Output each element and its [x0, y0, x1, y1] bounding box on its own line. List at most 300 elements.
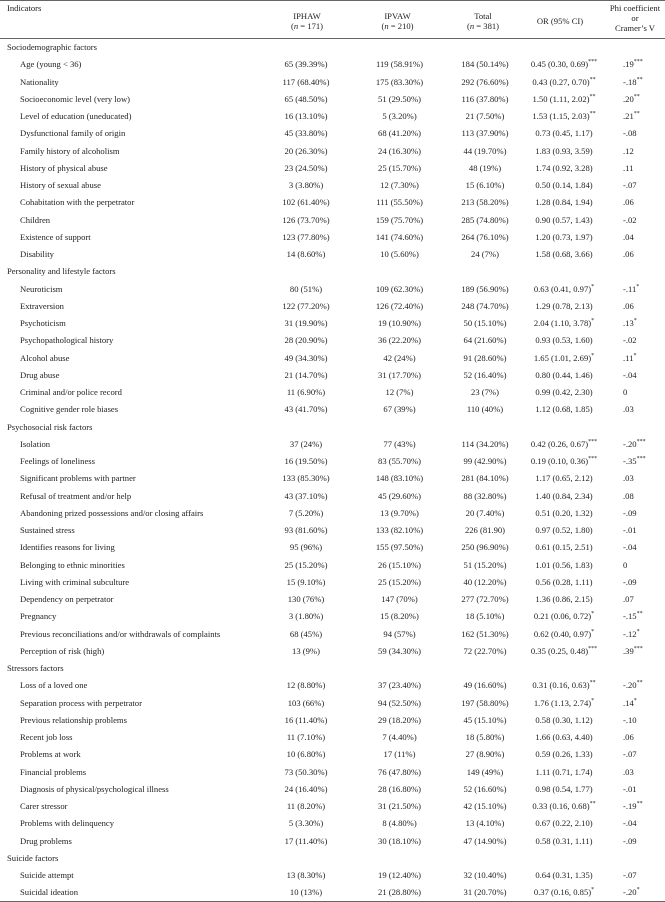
iphaw-cell-value: 10 (6.80%): [286, 749, 326, 760]
header-iphaw-n: (n = 171): [290, 21, 324, 31]
indicator-label: [0, 867, 242, 884]
table-row: [0, 142, 665, 159]
ipvaw-cell-value: 76 (47.80%): [378, 766, 421, 777]
or-cell-value: 0.31 (0.16, 0.63): [532, 680, 590, 691]
ipvaw-cell-value: 51 (29.50%): [378, 93, 421, 104]
total-cell-value: 48 (19%): [468, 162, 502, 173]
ipvaw-cell-value: 126 (72.40%): [375, 300, 424, 311]
or-cell: [515, 56, 605, 73]
table-row: [0, 556, 665, 573]
or-cell: [515, 142, 605, 159]
total-cell: [429, 366, 515, 383]
or-cell: [515, 504, 605, 521]
ipvaw-cell-value: 25 (15.20%): [378, 576, 421, 587]
iphaw-cell: [242, 504, 344, 521]
total-cell-value: 40 (12.20%): [463, 576, 507, 587]
phi-cell-value: .19: [623, 59, 634, 70]
indicator-label: [0, 401, 242, 418]
ipvaw-cell-value: 111 (55.50%): [376, 197, 423, 208]
indicator-label: [0, 642, 242, 659]
or-cell-value: 0.37 (0.16, 0.85): [533, 887, 592, 898]
indicator-label-value: Disability: [20, 249, 54, 260]
total-cell: [429, 815, 515, 832]
iphaw-cell-value: 3 (3.80%): [288, 180, 324, 191]
ipvaw-cell-value: 59 (34.30%): [378, 645, 421, 656]
indicator-label-value: Refusal of treatment and/or help: [20, 490, 132, 501]
total-cell-value: 51 (15.20%): [463, 559, 507, 570]
iphaw-cell-value: 45 (33.80%): [284, 128, 328, 139]
or-cell-value: 0.33 (0.16, 0.68): [532, 801, 590, 812]
or-cell-value: 0.21 (0.06, 0.72): [533, 611, 592, 622]
or-cell-value: 1.66 (0.63, 4.40): [535, 732, 593, 743]
or-cell: [515, 159, 605, 176]
table-row: [0, 73, 665, 90]
significance-marker: ***: [636, 456, 646, 463]
phi-cell: [605, 297, 665, 314]
or-cell-value: 1.58 (0.68, 3.66): [535, 249, 593, 260]
ipvaw-cell-value: 83 (55.70%): [378, 456, 421, 467]
section-title: Psychosocial risk factors: [7, 421, 93, 432]
iphaw-cell-value: 25 (15.20%): [284, 559, 328, 570]
or-cell: [515, 125, 605, 142]
iphaw-cell-value: 13 (9%): [292, 645, 320, 656]
total-cell: [429, 177, 515, 194]
or-cell: [515, 487, 605, 504]
total-cell-value: 88 (32.80%): [463, 490, 507, 501]
ipvaw-cell-value: 77 (43%): [383, 438, 416, 449]
total-cell: [429, 608, 515, 625]
iphaw-cell-value: 65 (48.50%): [284, 93, 328, 104]
phi-cell-value: .06: [623, 300, 634, 311]
total-cell-value: 99 (42.90%): [463, 456, 507, 467]
phi-cell: [605, 591, 665, 608]
indicator-label: [0, 711, 242, 728]
iphaw-cell: [242, 401, 344, 418]
iphaw-cell-value: 65 (39.39%): [284, 59, 328, 70]
indicator-label-value: Suicide attempt: [20, 870, 74, 881]
or-cell: [515, 573, 605, 590]
significance-marker: *: [633, 352, 637, 359]
indicator-label-value: Perception of risk (high): [20, 645, 105, 656]
total-cell: [429, 56, 515, 73]
total-cell-value: 281 (84.10%): [461, 473, 509, 484]
ipvaw-cell: [344, 142, 429, 159]
phi-cell: [605, 608, 665, 625]
indicator-label: [0, 90, 242, 107]
header-iphaw: [242, 1, 344, 39]
or-cell: [515, 625, 605, 642]
indicator-label: [0, 625, 242, 642]
iphaw-cell-value: 16 (13.10%): [284, 111, 328, 122]
section-header-row: [0, 263, 665, 280]
phi-cell: [605, 711, 665, 728]
indicator-label: [0, 556, 242, 573]
indicator-label-value: Feelings of loneliness: [20, 456, 95, 467]
header-iphaw-label: IPHAW: [293, 11, 321, 21]
or-cell-value: 0.19 (0.10, 0.36): [530, 456, 589, 467]
indicator-label: [0, 384, 242, 401]
iphaw-cell: [242, 867, 344, 884]
phi-cell-value: -.04: [623, 818, 637, 829]
table-row: [0, 504, 665, 521]
total-cell: [429, 763, 515, 780]
ipvaw-cell-value: 94 (57%): [383, 628, 416, 639]
or-cell-value: 1.36 (0.86, 2.15): [535, 594, 593, 605]
total-cell-value: 50 (15.10%): [463, 318, 507, 329]
total-cell-value: 45 (15.10%): [463, 714, 507, 725]
significance-marker: *: [591, 887, 595, 894]
ipvaw-cell: [344, 435, 429, 452]
total-cell-value: 52 (16.60%): [463, 783, 507, 794]
indicator-label: [0, 246, 242, 263]
iphaw-cell-value: 93 (81.60%): [284, 525, 328, 536]
significance-marker: *: [591, 352, 595, 359]
indicator-label: [0, 366, 242, 383]
total-cell: [429, 246, 515, 263]
or-cell-value: 1.01 (0.56, 1.83): [535, 559, 593, 570]
phi-cell-value: .03: [623, 404, 634, 415]
total-cell-value: 64 (21.60%): [463, 335, 507, 346]
ipvaw-cell: [344, 211, 429, 228]
indicator-label: [0, 315, 242, 332]
table-row: [0, 211, 665, 228]
section-header-row: [0, 418, 665, 435]
significance-marker: *: [636, 887, 640, 894]
or-cell: [515, 522, 605, 539]
ipvaw-cell: [344, 711, 429, 728]
phi-cell-value: .06: [623, 197, 634, 208]
or-cell-value: 0.64 (0.31, 1.35): [535, 870, 593, 881]
indicator-label: [0, 73, 242, 90]
or-cell: [515, 435, 605, 452]
significance-marker: **: [633, 94, 640, 101]
or-cell-value: 0.98 (0.54, 1.77): [535, 783, 593, 794]
phi-cell-value: .21: [623, 111, 634, 122]
ipvaw-cell-value: 133 (82.10%): [375, 525, 424, 536]
table-row: [0, 177, 665, 194]
phi-cell: [605, 746, 665, 763]
iphaw-cell-value: 23 (24.50%): [284, 162, 328, 173]
table-row: [0, 642, 665, 659]
phi-cell: [605, 729, 665, 746]
iphaw-cell-value: 15 (9.10%): [286, 576, 326, 587]
table-row: [0, 729, 665, 746]
indicator-label-value: Dysfunctional family of origin: [20, 128, 126, 139]
iphaw-cell-value: 20 (26.30%): [284, 145, 328, 156]
phi-cell: [605, 56, 665, 73]
ipvaw-cell-value: 19 (12.40%): [378, 870, 421, 881]
total-cell: [429, 194, 515, 211]
phi-cell: [605, 884, 665, 901]
total-cell-value: 42 (15.10%): [463, 801, 507, 812]
iphaw-cell-value: 103 (66%): [287, 697, 325, 708]
significance-marker: *: [591, 318, 595, 325]
total-cell-value: 162 (51.30%): [461, 628, 509, 639]
ipvaw-cell-value: 37 (23.40%): [378, 680, 421, 691]
total-cell: [429, 573, 515, 590]
total-cell: [429, 884, 515, 901]
iphaw-cell: [242, 90, 344, 107]
total-cell-value: 18 (5.80%): [465, 732, 505, 743]
ipvaw-cell: [344, 763, 429, 780]
header-or-label: OR (95% CI): [536, 16, 584, 26]
indicator-label: [0, 108, 242, 125]
indicator-label-value: Drug abuse: [20, 369, 60, 380]
iphaw-cell: [242, 798, 344, 815]
phi-cell-value: .20: [623, 93, 634, 104]
table-row: [0, 280, 665, 297]
table-row: [0, 384, 665, 401]
significance-marker: **: [589, 801, 596, 808]
or-cell: [515, 332, 605, 349]
phi-cell-value: -.01: [623, 783, 637, 794]
or-cell-value: 1.40 (0.84, 2.34): [535, 490, 593, 501]
indicator-label: [0, 729, 242, 746]
or-cell-value: 0.62 (0.40, 0.97): [533, 628, 592, 639]
total-cell-value: 72 (22.70%): [463, 645, 507, 656]
phi-cell-value: 0: [623, 559, 628, 570]
table-row: [0, 332, 665, 349]
total-cell: [429, 642, 515, 659]
phi-cell: [605, 177, 665, 194]
total-cell-value: 213 (58.20%): [461, 197, 509, 208]
ipvaw-cell-value: 13 (9.70%): [380, 507, 419, 518]
total-cell: [429, 832, 515, 849]
or-cell-value: 1.29 (0.78, 2.13): [535, 300, 593, 311]
iphaw-cell-value: 117 (68.40%): [282, 76, 330, 87]
indicator-label-value: Existence of support: [20, 231, 91, 242]
total-cell: [429, 780, 515, 797]
total-cell-value: 114 (34.20%): [461, 438, 509, 449]
iphaw-cell-value: 95 (96%): [289, 542, 323, 553]
phi-cell: [605, 780, 665, 797]
iphaw-cell: [242, 832, 344, 849]
phi-cell: [605, 108, 665, 125]
section-header-row: [0, 39, 665, 56]
header-or: [515, 1, 605, 39]
phi-cell: [605, 763, 665, 780]
phi-cell-value: .39: [623, 645, 634, 656]
total-cell-value: 44 (19.70%): [463, 145, 507, 156]
phi-cell-value: .11: [623, 352, 634, 363]
iphaw-cell: [242, 108, 344, 125]
ipvaw-cell: [344, 366, 429, 383]
table-row: [0, 677, 665, 694]
iphaw-cell: [242, 487, 344, 504]
indicator-label-value: Neuroticism: [20, 283, 63, 294]
total-cell: [429, 798, 515, 815]
or-cell: [515, 366, 605, 383]
phi-cell-value: -.10: [623, 714, 637, 725]
total-cell: [429, 125, 515, 142]
indicator-label-value: Recent job loss: [20, 732, 73, 743]
ipvaw-cell-value: 15 (8.20%): [380, 611, 419, 622]
or-cell-value: 1.83 (0.93, 3.59): [535, 145, 593, 156]
ipvaw-cell-value: 155 (97.50%): [375, 542, 424, 553]
total-cell-value: 15 (6.10%): [465, 180, 505, 191]
ipvaw-cell-value: 19 (10.90%): [378, 318, 421, 329]
section-title: Sociodemographic factors: [7, 42, 97, 53]
iphaw-cell: [242, 711, 344, 728]
ipvaw-cell-value: 17 (11%): [383, 749, 416, 760]
total-cell: [429, 384, 515, 401]
iphaw-cell: [242, 729, 344, 746]
indicator-label-value: Loss of a loved one: [20, 680, 88, 691]
phi-cell-value: -.02: [623, 214, 637, 225]
iphaw-cell: [242, 435, 344, 452]
total-cell-value: 23 (7%): [471, 387, 499, 398]
iphaw-cell: [242, 177, 344, 194]
ipvaw-cell-value: 67 (39%): [383, 404, 416, 415]
iphaw-cell: [242, 297, 344, 314]
ipvaw-cell: [344, 522, 429, 539]
table-row: [0, 573, 665, 590]
ipvaw-cell-value: 5 (3.20%): [382, 111, 417, 122]
or-cell: [515, 642, 605, 659]
header-row: [0, 1, 665, 39]
table-row: [0, 297, 665, 314]
total-cell: [429, 625, 515, 642]
phi-cell-value: 0: [623, 387, 628, 398]
or-cell-value: 1.28 (0.84, 1.94): [535, 197, 593, 208]
indicator-label: [0, 763, 242, 780]
table-row: [0, 591, 665, 608]
total-cell: [429, 453, 515, 470]
total-cell-value: 250 (96.90%): [461, 542, 509, 553]
indicator-label-value: Psychoticism: [20, 318, 66, 329]
or-cell-value: 1.20 (0.73, 1.97): [535, 231, 593, 242]
total-cell: [429, 539, 515, 556]
or-cell: [515, 763, 605, 780]
total-cell: [429, 470, 515, 487]
total-cell: [429, 694, 515, 711]
table-row: [0, 522, 665, 539]
indicator-label: [0, 487, 242, 504]
or-cell-value: 1.11 (0.71, 1.74): [535, 766, 593, 777]
phi-cell: [605, 435, 665, 452]
iphaw-cell: [242, 539, 344, 556]
header-total-n: (n = 381): [466, 21, 500, 31]
ipvaw-cell-value: 28 (16.80%): [378, 783, 421, 794]
table-row: [0, 108, 665, 125]
section-header-row: [0, 849, 665, 866]
total-cell-value: 189 (56.90%): [461, 283, 509, 294]
iphaw-cell-value: 7 (5.20%): [288, 507, 324, 518]
total-cell: [429, 90, 515, 107]
section-title: Stressors factors: [7, 663, 64, 674]
total-cell-value: 18 (5.10%): [465, 611, 505, 622]
phi-cell: [605, 867, 665, 884]
iphaw-cell-value: 43 (41.70%): [284, 404, 328, 415]
or-cell-value: 0.90 (0.57, 1.43): [535, 214, 593, 225]
iphaw-cell: [242, 246, 344, 263]
phi-cell: [605, 539, 665, 556]
significance-marker: ***: [588, 646, 598, 653]
total-cell-value: 113 (37.90%): [461, 128, 509, 139]
iphaw-cell-value: 24 (16.40%): [284, 783, 328, 794]
iphaw-cell: [242, 815, 344, 832]
or-cell: [515, 90, 605, 107]
iphaw-cell-value: 12 (8.80%): [286, 680, 326, 691]
or-cell: [515, 297, 605, 314]
iphaw-cell-value: 10 (13%): [289, 887, 323, 898]
phi-cell-value: .06: [623, 249, 634, 260]
ipvaw-cell: [344, 90, 429, 107]
iphaw-cell: [242, 228, 344, 245]
total-cell-value: 226 (81.90): [464, 525, 506, 536]
indicator-label: [0, 815, 242, 832]
phi-cell: [605, 246, 665, 263]
ipvaw-cell-value: 45 (29.60%): [378, 490, 421, 501]
ipvaw-cell: [344, 349, 429, 366]
or-cell-value: 1.53 (1.15, 2.03): [532, 111, 590, 122]
iphaw-cell: [242, 780, 344, 797]
phi-cell-value: .04: [623, 231, 634, 242]
total-cell-value: 264 (76.10%): [461, 231, 509, 242]
phi-cell: [605, 73, 665, 90]
or-cell: [515, 349, 605, 366]
significance-marker: **: [589, 111, 596, 118]
total-cell-value: 32 (10.40%): [463, 870, 507, 881]
iphaw-cell: [242, 73, 344, 90]
iphaw-cell: [242, 159, 344, 176]
indicator-label-value: Identifies reasons for living: [20, 542, 115, 553]
iphaw-cell-value: 49 (34.30%): [284, 352, 328, 363]
or-cell-value: 0.80 (0.44, 1.46): [535, 369, 593, 380]
significance-marker: *: [591, 283, 595, 290]
ipvaw-cell: [344, 56, 429, 73]
ipvaw-cell: [344, 832, 429, 849]
indicator-label: [0, 142, 242, 159]
table-row: [0, 349, 665, 366]
iphaw-cell-value: 43 (37.10%): [284, 490, 328, 501]
iphaw-cell: [242, 573, 344, 590]
or-cell-value: 0.59 (0.26, 1.33): [535, 749, 593, 760]
phi-cell: [605, 677, 665, 694]
phi-cell-value: -.12: [623, 628, 637, 639]
indicator-label: [0, 280, 242, 297]
iphaw-cell: [242, 556, 344, 573]
or-cell-value: 0.42 (0.26, 0.67): [530, 438, 589, 449]
total-cell-value: 49 (16.60%): [463, 680, 507, 691]
total-cell: [429, 746, 515, 763]
phi-cell-value: .06: [623, 732, 634, 743]
table-row: [0, 798, 665, 815]
or-cell: [515, 815, 605, 832]
total-cell-value: 292 (76.60%): [461, 76, 509, 87]
phi-cell: [605, 453, 665, 470]
phi-cell-value: -.09: [623, 835, 637, 846]
indicator-label: [0, 798, 242, 815]
iphaw-cell: [242, 194, 344, 211]
significance-marker: *: [633, 318, 637, 325]
phi-cell-value: -.20: [623, 438, 637, 449]
iphaw-cell: [242, 211, 344, 228]
table-row: [0, 315, 665, 332]
ipvaw-cell: [344, 746, 429, 763]
table-row: [0, 194, 665, 211]
ipvaw-cell: [344, 625, 429, 642]
total-cell: [429, 297, 515, 314]
ipvaw-cell-value: 25 (15.70%): [378, 162, 421, 173]
ipvaw-cell-value: 159 (75.70%): [375, 214, 424, 225]
indicator-label: [0, 694, 242, 711]
total-cell: [429, 349, 515, 366]
iphaw-cell-value: 80 (51%): [289, 283, 323, 294]
phi-cell-value: -.15: [623, 611, 637, 622]
significance-marker: **: [636, 680, 643, 687]
total-cell: [429, 108, 515, 125]
